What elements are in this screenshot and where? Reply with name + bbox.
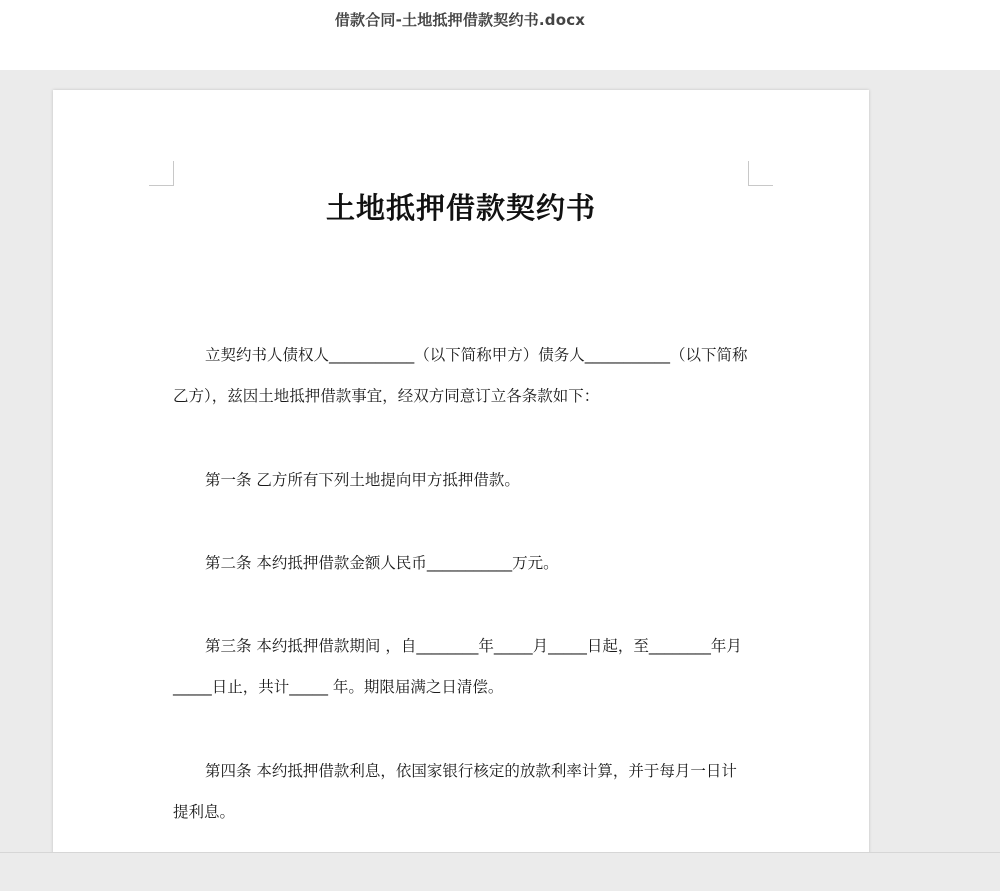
paragraph-article-2: 第二条 本约抵押借款金额人民币___________万元。: [205, 554, 559, 572]
paragraph-article-1: 第一条 乙方所有下列土地提向甲方抵押借款。: [205, 471, 520, 489]
document-page[interactable]: [53, 90, 869, 860]
paragraph-preamble: 立契约书人债权人___________（以下简称甲方）债务人___________（以下简称乙方），兹因土地抵押借款事宜，经双方同意订立各条款如下：: [173, 346, 748, 405]
margin-corner-top-right: [748, 161, 773, 186]
document-canvas[interactable]: [0, 70, 1000, 852]
document-filename: 借款合同-土地抵押借款契约书.docx: [334, 11, 586, 29]
margin-corner-top-left: [149, 161, 174, 186]
title-bar: [0, 0, 1000, 70]
paragraph-article-3: 第三条 本约抵押借款期间 ，自________年_____月_____日起，至________年月_____日止，共计_____ 年。期限届满之日清偿。: [173, 637, 742, 696]
document-heading: 土地抵押借款契约书: [325, 191, 596, 225]
paragraph-article-4: 第四条 本约抵押借款利息，依国家银行核定的放款利率计算，并于每月一日计提利息。: [173, 762, 737, 821]
bottom-bar: [0, 852, 1000, 891]
